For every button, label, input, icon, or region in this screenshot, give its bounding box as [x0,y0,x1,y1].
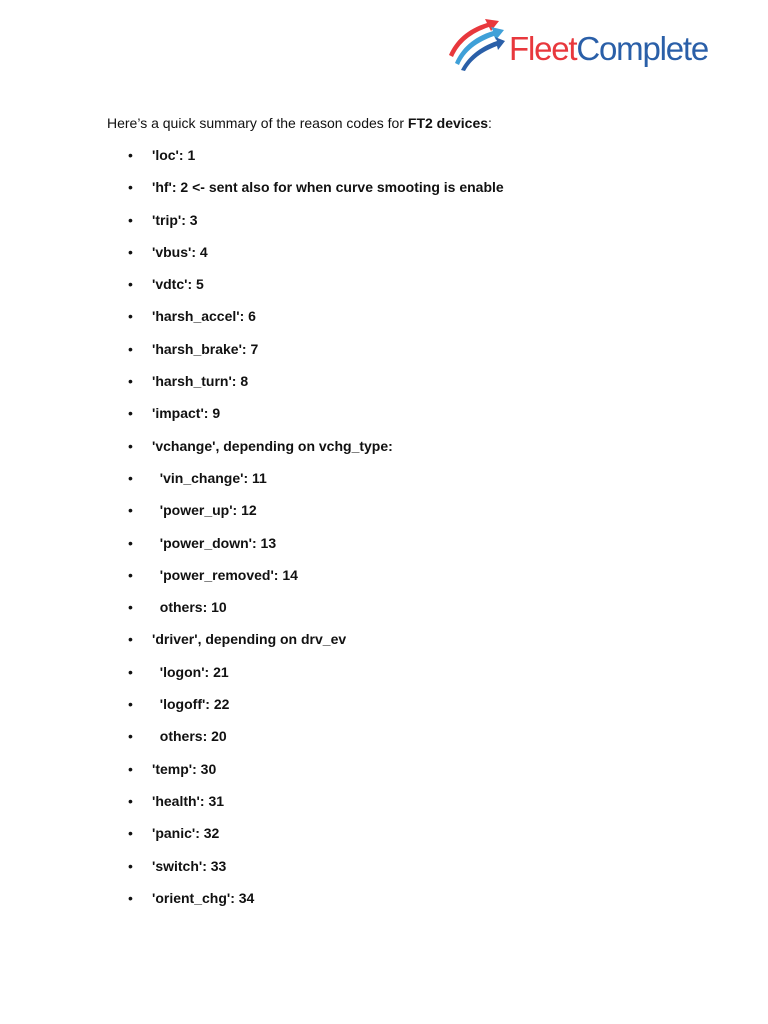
list-item [0,307,700,339]
bullet-icon: • [128,696,133,713]
list-item-text: 'vchange', depending on vchg_type: [152,437,393,454]
intro-device-name: FT2 devices [407,115,489,131]
bullet-icon: • [128,437,133,454]
list-item [0,630,700,662]
list-item-text: 'loc': 1 [152,147,196,163]
list-item [0,566,700,598]
list-item-text: 'harsh_brake': 7 [152,340,259,357]
bullet-icon: • [128,340,133,357]
list-item-text: others: 10 [152,599,227,616]
intro-suffix: : [488,115,492,131]
list-item [0,727,700,759]
list-item [0,598,700,630]
list-item-text: 'power_down': 13 [152,534,277,551]
list-item-text: 'logon': 21 [152,663,229,680]
list-item [0,275,700,307]
list-item [0,146,700,178]
bullet-icon: • [128,243,133,260]
list-item-text: 'harsh_turn': 8 [152,373,249,390]
bullet-icon: • [128,373,133,390]
list-item [0,469,700,501]
list-item-text: 'orient_chg': 34 [152,889,255,906]
list-item [0,340,700,372]
bullet-icon: • [128,663,133,680]
list-item-text: 'temp': 30 [152,760,217,777]
bullet-icon: • [128,405,133,422]
intro-prefix: Here’s a quick summary of the reason codes for [107,115,408,131]
brand-word-complete: Complete [576,29,709,67]
list-item-text: 'vdtc': 5 [152,276,204,293]
list-item-text: 'driver', depending on drv_ev [152,631,347,648]
list-item [0,404,700,436]
bullet-icon: • [128,825,133,842]
bullet-icon: • [128,276,133,293]
list-item-text: 'power_up': 12 [152,502,257,519]
list-item [0,695,700,727]
list-item [0,663,700,695]
bullet-icon: • [128,889,133,906]
bullet-icon: • [128,566,133,583]
bullet-icon: • [128,760,133,777]
bullet-icon: • [128,728,133,745]
list-item [0,178,700,210]
list-item-text: 'power_removed': 14 [152,566,298,583]
bullet-icon: • [128,469,133,486]
list-item-text: 'vin_change': 11 [152,469,267,486]
list-item [0,760,700,792]
bullet-icon: • [128,179,133,196]
list-item [0,534,700,566]
list-item [0,792,700,824]
list-item [0,824,700,856]
bullet-icon: • [128,631,133,648]
list-item-text: 'health': 31 [152,792,225,809]
bullet-icon: • [128,599,133,616]
list-item [0,889,700,921]
list-item [0,372,700,404]
list-item-text: 'impact': 9 [152,405,221,422]
list-item-text: 'switch': 33 [152,857,227,874]
bullet-icon: • [128,792,133,809]
list-item [0,211,700,243]
list-item [0,857,700,889]
intro-paragraph [107,114,492,132]
bullet-icon: • [128,308,133,325]
bullet-icon: • [128,211,133,228]
list-item-text: others: 20 [152,728,227,745]
bullet-icon: • [128,534,133,551]
list-item [0,437,700,469]
fleet-complete-arrows-icon [447,17,505,71]
bullet-icon: • [128,857,133,874]
list-item-text: 'panic': 32 [152,825,220,842]
list-item-text: 'hf': 2 <- sent also for when curve smooting is enable [152,179,504,196]
fleet-complete-logo [447,14,732,74]
list-item [0,243,700,275]
list-item-text: 'harsh_accel': 6 [152,308,256,325]
list-item-text: 'logoff': 22 [152,696,230,713]
brand-wordmark [509,29,709,67]
bullet-icon: • [128,147,133,163]
list-item-text: 'trip': 3 [152,211,198,228]
brand-word-fleet: Fleet [509,29,577,67]
bullet-icon: • [128,502,133,519]
reason-code-list [0,146,700,921]
list-item-text: 'vbus': 4 [152,243,208,260]
list-item [0,501,700,533]
